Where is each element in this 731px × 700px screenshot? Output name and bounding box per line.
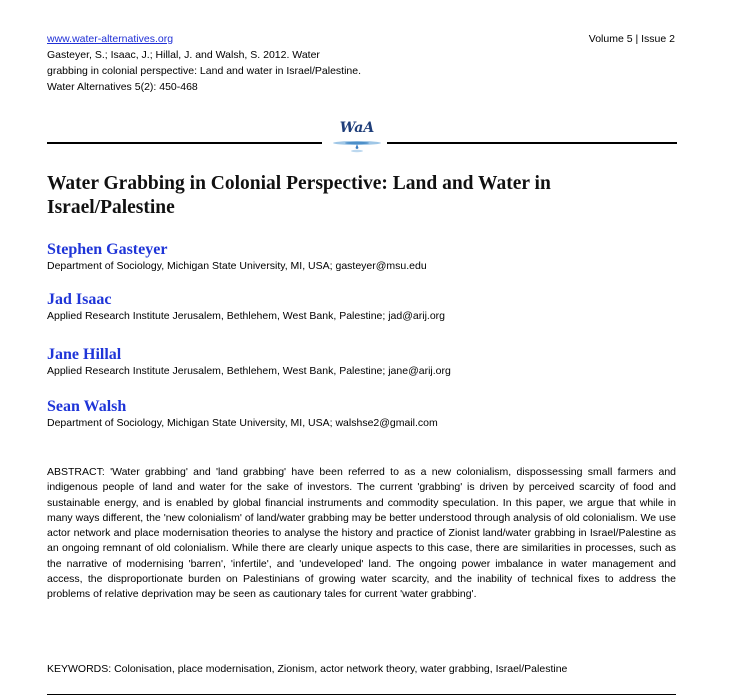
author-affiliation: Department of Sociology, Michigan State University, MI, USA; walshse2@gmail.com bbox=[47, 417, 438, 429]
divider-rule-left bbox=[47, 142, 322, 144]
keywords-text: KEYWORDS: Colonisation, place modernisation, Zionism, actor network theory, water grabbing, Israel/Palestine bbox=[47, 663, 568, 675]
bottom-divider bbox=[47, 694, 676, 695]
author-name: Jane Hillal bbox=[47, 346, 122, 363]
author-affiliation: Department of Sociology, Michigan State University, MI, USA; gasteyer@msu.edu bbox=[47, 260, 427, 272]
water-drop-icon bbox=[329, 138, 385, 156]
logo-text: WaA bbox=[339, 120, 375, 136]
journal-logo bbox=[327, 118, 387, 158]
author-block bbox=[47, 240, 427, 273]
author-affiliation: Applied Research Institute Jerusalem, Bethlehem, West Bank, Palestine; jane@arij.org bbox=[47, 365, 451, 377]
author-name: Stephen Gasteyer bbox=[47, 241, 168, 258]
journal-url-link[interactable]: www.water-alternatives.org bbox=[47, 33, 174, 45]
citation-line-1: Gasteyer, S.; Isaac, J.; Hillal, J. and Walsh, S. 2012. Water bbox=[47, 49, 320, 61]
author-block bbox=[47, 345, 451, 378]
volume-issue: Volume 5 | Issue 2 bbox=[588, 33, 675, 45]
journal-header bbox=[47, 31, 675, 95]
citation-line-2: grabbing in colonial perspective: Land and water in Israel/Palestine. bbox=[47, 65, 362, 77]
abstract-text: ABSTRACT: 'Water grabbing' and 'land grabbing' have been referred to as a new colonialism, dispossessing small farmers and indigenous people of land and water for the sake of investors. The current 'grabbing' is driven by perceived scarcity of food and sustainable energy, and is enabled by global financial instruments and commodity speculation. In this paper, we argue that while in many ways different, the 'new colonialism' of land/water grabbing may be better understood through analysis of old colonialism. We use actor network and place modernisation theories to analyse the history and practice of Zionist land/water grabbing in Israel/Palestine as an ongoing remnant of old colonialism. While there are clearly unique aspects to this case, there are similarities in processes, such as the narrative of modernising 'barren', 'infertile', and 'undeveloped' land. The ongoing power imbalance in water management and access, the disproportionate burden on Palestinians of growing water scarcity, and the inability of technical fixes to address the problems of relative deprivation may be seen as cautionary tales for current 'water grabbing'. bbox=[47, 466, 676, 601]
author-name: Sean Walsh bbox=[47, 398, 127, 415]
author-block bbox=[47, 397, 438, 430]
author-affiliation: Applied Research Institute Jerusalem, Bethlehem, West Bank, Palestine; jad@arij.org bbox=[47, 310, 445, 322]
citation-line-3: Water Alternatives 5(2): 450-468 bbox=[47, 81, 198, 93]
divider-rule-right bbox=[387, 142, 677, 144]
paper-title: Water Grabbing in Colonial Perspective: Land and Water in Israel/Palestine bbox=[47, 173, 551, 218]
header-divider bbox=[47, 118, 677, 158]
author-name: Jad Isaac bbox=[47, 291, 112, 308]
author-block bbox=[47, 290, 445, 323]
